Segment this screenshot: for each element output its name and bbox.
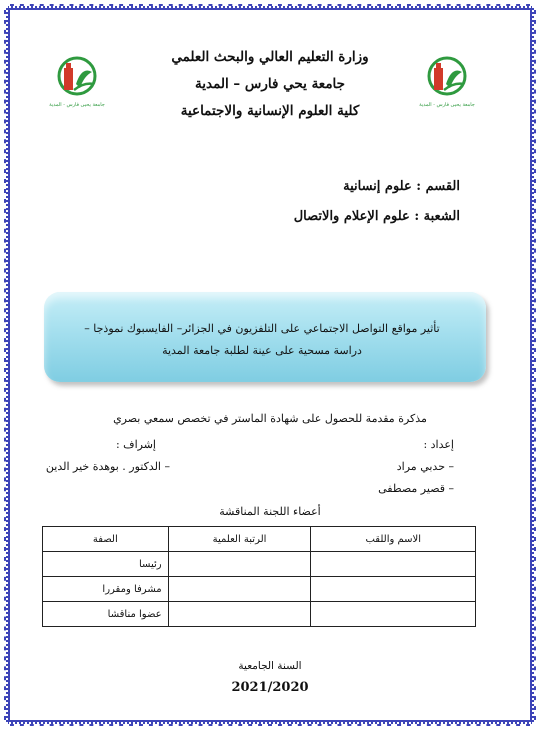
committee-title: أعضاء اللجنة المناقشة (219, 505, 321, 518)
student-name: – قصير مصطفى (378, 482, 454, 495)
faculty-name: كلية العلوم الإنسانية والاجتماعية (180, 103, 360, 119)
academic-year-label: السنة الجامعية (238, 660, 302, 672)
cell-role: رئيسا (43, 552, 169, 577)
university-name: جامعة يحي فارس – المدية (194, 76, 346, 92)
cell-role: عضوا مناقشا (43, 602, 169, 627)
cell-rank (168, 552, 311, 577)
university-logo-left (49, 54, 105, 110)
prepared-by-label: إعداد : (423, 438, 454, 451)
logo-caption: جامعة يحيى فارس - المدية (49, 102, 105, 108)
ministry-name: وزارة التعليم العالي والبحث العلمي (171, 49, 369, 65)
university-logo-right (419, 54, 475, 110)
header-rank: الرتبة العلمية (168, 527, 311, 552)
cell-rank (168, 602, 311, 627)
academic-year: 2021/2020 (231, 680, 309, 695)
header-name: الاسم واللقب (311, 527, 476, 552)
page-content (14, 14, 526, 716)
thesis-title-line1: تأثير مواقع التواصل الاجتماعي على التلفزيون في الجزائر– الفايسبوك نموذجا – (84, 322, 440, 335)
header-role: الصفة (43, 527, 169, 552)
committee-table (42, 526, 476, 627)
supervision-label: إشراف : (115, 438, 156, 451)
cell-role: مشرفا ومقررا (43, 577, 169, 602)
table-row (43, 602, 476, 627)
cell-rank (168, 577, 311, 602)
student-name: – حدبي مراد (396, 460, 454, 473)
cell-name (311, 602, 476, 627)
section-name: القسم : علوم إنسانية (343, 179, 460, 194)
memo-statement: مذكرة مقدمة للحصول على شهادة الماستر في تخصص سمعي بصري (113, 412, 427, 425)
logo-caption: جامعة يحيى فارس - المدية (419, 102, 475, 108)
thesis-title-box (44, 292, 486, 382)
institution-header (134, 44, 406, 125)
cell-name (311, 552, 476, 577)
table-row (43, 552, 476, 577)
cell-name (311, 577, 476, 602)
department-info (294, 172, 460, 232)
table-header-row (43, 527, 476, 552)
supervisor-name: – الدكتور . بوهدة خير الدين (45, 460, 170, 473)
branch-name: الشعبة : علوم الإعلام والاتصال (293, 209, 460, 224)
table-row (43, 577, 476, 602)
thesis-title-line2: دراسة مسحية على عينة لطلبة جامعة المدية (162, 344, 362, 357)
